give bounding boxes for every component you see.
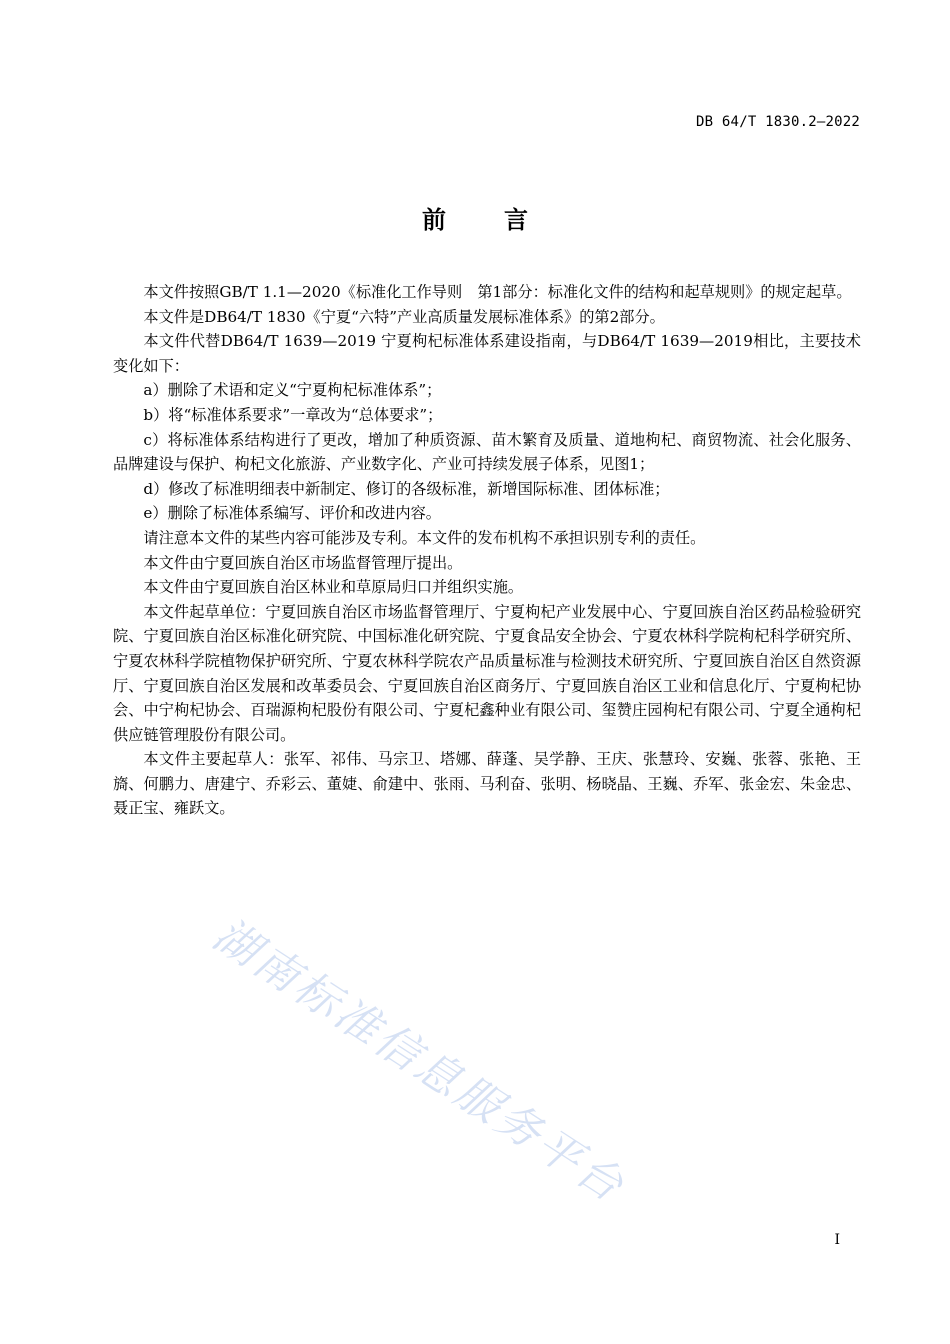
watermark-text: 湖南标准信息服务平台 xyxy=(204,909,635,1214)
change-item-d: d）修改了标准明细表中新制定、修订的各级标准，新增国际标准、团体标准； xyxy=(143,479,670,498)
paragraph-administered-by: 本文件由宁夏回族自治区林业和草原局归口并组织实施。 xyxy=(143,578,524,597)
page-title: 前言 xyxy=(422,206,586,234)
document-code: DB 64/T 1830.2—2022 xyxy=(696,114,860,130)
paragraph-patent-notice: 请注意本文件的某些内容可能涉及专利。本文件的发布机构不承担识别专利的责任。 xyxy=(143,528,706,547)
paragraph-drafters: 本文件主要起草人：张军、祁伟、马宗卫、塔娜、薛蓬、吴学静、王庆、张慧玲、安巍、张蓉、张艳、王旖、何鹏力、唐建宁、乔彩云、董婕、俞建中、张雨、马利奋、张明、杨晓晶、王巍、乔军、张金宏、朱金忠、聂正宝、雍跃文。 xyxy=(113,750,861,818)
paragraph-drafting-rules: 本文件按照GB/T 1.1—2020《标准化工作导则 第1部分：标准化文件的结构和起草规则》的规定起草。 xyxy=(143,283,852,301)
change-item-c: c）将标准体系结构进行了更改，增加了种质资源、苗木繁育及质量、道地枸杞、商贸物流、社会化服务、品牌建设与保护、枸杞文化旅游、产业数字化、产业可持续发展子体系，见图1； xyxy=(113,430,861,474)
paragraph-replaces: 本文件代替DB64/T 1639—2019 宁夏枸杞标准体系建设指南，与DB64/T 1639—2019相比，主要技术变化如下： xyxy=(113,332,861,375)
page-number: I xyxy=(834,1232,840,1248)
change-item-a: a）删除了术语和定义“宁夏枸杞标准体系”； xyxy=(143,381,442,400)
paragraph-drafting-units: 本文件起草单位：宁夏回族自治区市场监督管理厅、宁夏枸杞产业发展中心、宁夏回族自治区药品检验研究院、宁夏回族自治区标准化研究院、中国标准化研究院、宁夏食品安全协会、宁夏农林科学院枸杞科学研究所、宁夏农林科学院植物保护研究所、宁夏农林科学院农产品质量标准与检测技术研究所、宁夏回族自治区自然资源厅、宁夏回族自治区发展和改革委员会、宁夏回族自治区商务厅、宁夏回族自治区工业和信息化厅、宁夏枸杞协会、中宁枸杞协会、百瑞源枸杞股份有限公司、宁夏杞鑫种业有限公司、玺赞庄园枸杞有限公司、宁夏全通枸杞供应链管理股份有限公司。 xyxy=(113,602,861,744)
change-item-e: e）删除了标准体系编写、评价和改进内容。 xyxy=(143,504,441,523)
paragraph-proposed-by: 本文件由宁夏回族自治区市场监督管理厅提出。 xyxy=(143,553,463,572)
change-item-b: b）将“标准体系要求”一章改为“总体要求”； xyxy=(143,405,443,424)
paragraph-series-part: 本文件是DB64/T 1830《宁夏“六特”产业高质量发展标准体系》的第2部分。 xyxy=(143,307,665,326)
foreword-body xyxy=(113,280,861,821)
